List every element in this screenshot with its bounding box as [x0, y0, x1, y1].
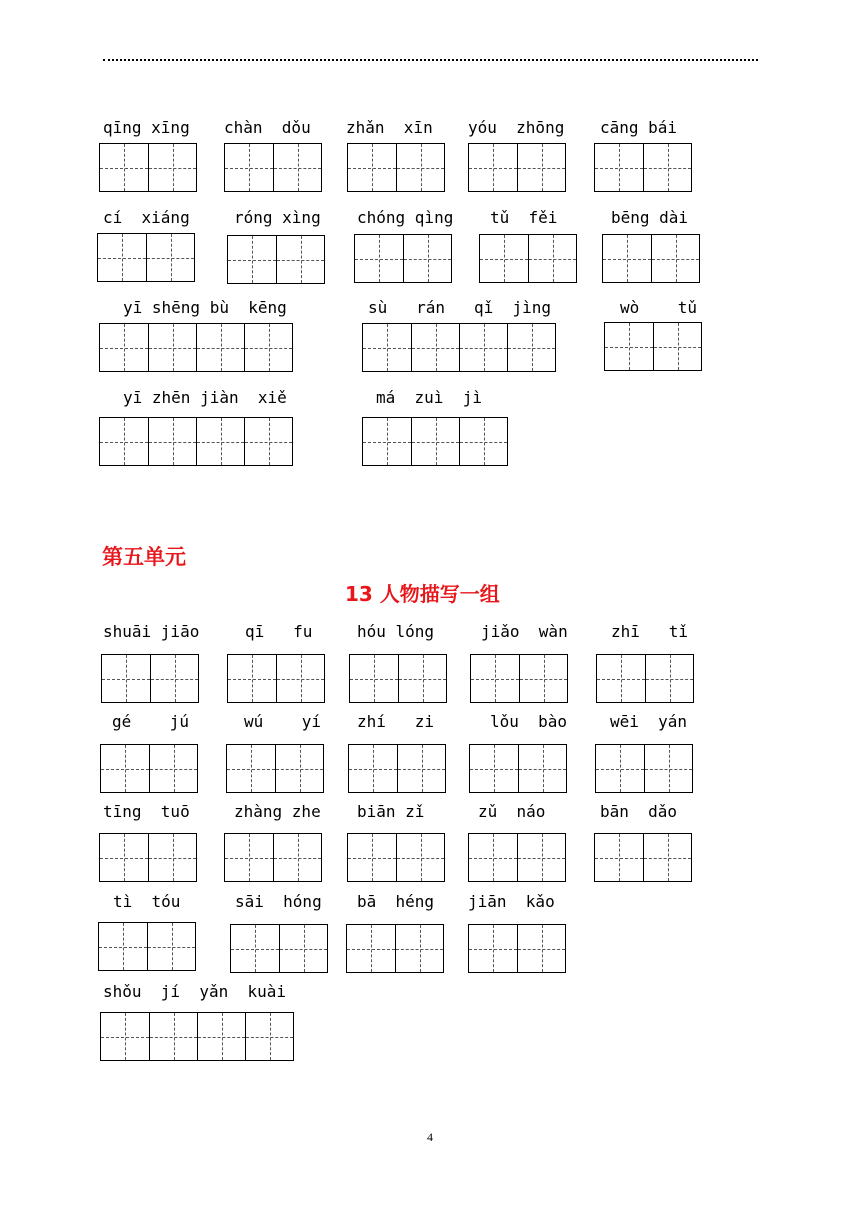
tianzige-cell[interactable] — [596, 745, 644, 792]
writing-box-group — [479, 234, 577, 283]
tianzige-cell[interactable] — [231, 925, 279, 972]
tianzige-cell[interactable] — [276, 236, 324, 283]
pinyin-label: qī fu — [245, 622, 313, 641]
tianzige-cell[interactable] — [398, 655, 446, 702]
tianzige-cell[interactable] — [100, 418, 148, 465]
writing-box-group — [97, 233, 195, 282]
writing-box-group — [348, 744, 446, 793]
pinyin-label: bā héng — [357, 892, 435, 911]
tianzige-cell[interactable] — [459, 324, 507, 371]
tianzige-cell[interactable] — [100, 324, 148, 371]
tianzige-cell[interactable] — [411, 324, 459, 371]
tianzige-cell[interactable] — [397, 745, 445, 792]
writing-box-group — [354, 234, 452, 283]
pinyin-label: sāi hóng — [235, 892, 322, 911]
tianzige-cell[interactable] — [645, 655, 693, 702]
pinyin-label: jiǎo wàn — [481, 622, 568, 641]
tianzige-cell[interactable] — [517, 834, 565, 881]
writing-box-group — [604, 322, 702, 371]
tianzige-cell[interactable] — [363, 418, 411, 465]
tianzige-cell[interactable] — [517, 144, 565, 191]
writing-box-group — [99, 833, 197, 882]
tianzige-cell[interactable] — [651, 235, 699, 282]
tianzige-cell[interactable] — [245, 1013, 293, 1060]
tianzige-cell[interactable] — [147, 923, 195, 970]
lesson-title: 13 人物描写一组 — [345, 582, 500, 606]
tianzige-cell[interactable] — [275, 745, 323, 792]
writing-box-group — [98, 922, 196, 971]
tianzige-cell[interactable] — [273, 834, 321, 881]
tianzige-cell[interactable] — [99, 923, 147, 970]
pinyin-label: tīng tuō — [103, 802, 190, 821]
pinyin-label: zhí zi — [357, 712, 435, 731]
tianzige-cell[interactable] — [273, 144, 321, 191]
tianzige-cell[interactable] — [396, 834, 444, 881]
pinyin-label: yī shēng bù kēng — [123, 298, 287, 317]
writing-box-group — [227, 654, 325, 703]
pinyin-label: tǔ fěi — [490, 208, 558, 227]
tianzige-cell[interactable] — [480, 235, 528, 282]
tianzige-cell[interactable] — [228, 236, 276, 283]
tianzige-cell[interactable] — [197, 1013, 245, 1060]
writing-box-group — [226, 744, 324, 793]
writing-box-group — [347, 143, 445, 192]
tianzige-cell[interactable] — [469, 925, 517, 972]
writing-box-group — [100, 744, 198, 793]
tianzige-cell[interactable] — [244, 324, 292, 371]
pinyin-label: wēi yán — [610, 712, 688, 731]
tianzige-cell[interactable] — [148, 324, 196, 371]
pinyin-label: tì tóu — [113, 892, 181, 911]
writing-box-group — [594, 833, 692, 882]
tianzige-cell[interactable] — [150, 655, 198, 702]
tianzige-cell[interactable] — [196, 418, 244, 465]
tianzige-cell[interactable] — [100, 144, 148, 191]
pinyin-label: wò tǔ — [620, 298, 698, 317]
tianzige-cell[interactable] — [348, 144, 396, 191]
pinyin-label: má zuì jì — [376, 388, 482, 407]
writing-box-group — [596, 654, 694, 703]
tianzige-cell[interactable] — [507, 324, 555, 371]
tianzige-cell[interactable] — [102, 655, 150, 702]
tianzige-cell[interactable] — [469, 834, 517, 881]
writing-box-group — [99, 417, 293, 466]
tianzige-cell[interactable] — [148, 144, 196, 191]
tianzige-cell[interactable] — [597, 655, 645, 702]
tianzige-cell[interactable] — [149, 745, 197, 792]
pinyin-label: róng xìng — [234, 208, 321, 227]
pinyin-label: chóng qìng — [357, 208, 454, 227]
tianzige-cell[interactable] — [411, 418, 459, 465]
tianzige-cell[interactable] — [519, 655, 567, 702]
tianzige-cell[interactable] — [603, 235, 651, 282]
tianzige-cell[interactable] — [279, 925, 327, 972]
tianzige-cell[interactable] — [517, 925, 565, 972]
tianzige-cell[interactable] — [349, 745, 397, 792]
writing-box-group — [468, 143, 566, 192]
tianzige-cell[interactable] — [244, 418, 292, 465]
writing-box-group — [100, 1012, 294, 1061]
tianzige-cell[interactable] — [605, 323, 653, 370]
tianzige-cell[interactable] — [395, 925, 443, 972]
pinyin-label: zhǎn xīn — [346, 118, 433, 137]
writing-box-group — [470, 654, 568, 703]
writing-box-group — [349, 654, 447, 703]
pinyin-label: zǔ náo — [478, 802, 546, 821]
pinyin-label: hóu lóng — [357, 622, 435, 641]
pinyin-label: sù rán qǐ jìng — [368, 298, 552, 317]
pinyin-label: yóu zhōng — [468, 118, 565, 137]
pinyin-label: chàn dǒu — [224, 118, 311, 137]
pinyin-label: cāng bái — [600, 118, 678, 137]
writing-box-group — [602, 234, 700, 283]
tianzige-cell[interactable] — [196, 324, 244, 371]
tianzige-cell[interactable] — [148, 834, 196, 881]
tianzige-cell[interactable] — [363, 324, 411, 371]
pinyin-label: jiān kǎo — [468, 892, 555, 911]
tianzige-cell[interactable] — [595, 834, 643, 881]
tianzige-cell[interactable] — [518, 745, 566, 792]
tianzige-cell[interactable] — [403, 235, 451, 282]
pinyin-label: biān zǐ — [357, 802, 425, 821]
tianzige-cell[interactable] — [459, 418, 507, 465]
writing-box-group — [227, 235, 325, 284]
writing-box-group — [224, 833, 322, 882]
writing-box-group — [594, 143, 692, 192]
tianzige-cell[interactable] — [227, 745, 275, 792]
tianzige-cell[interactable] — [225, 144, 273, 191]
page-number: 4 — [427, 1130, 433, 1144]
pinyin-label: wú yí — [244, 712, 322, 731]
tianzige-cell[interactable] — [228, 655, 276, 702]
tianzige-cell[interactable] — [98, 234, 146, 281]
writing-box-group — [469, 744, 567, 793]
unit-title: 第五单元 — [102, 545, 186, 569]
writing-box-group — [224, 143, 322, 192]
pinyin-label: zhàng zhe — [234, 802, 321, 821]
writing-box-group — [347, 833, 445, 882]
tianzige-cell[interactable] — [146, 234, 194, 281]
pinyin-label: yī zhēn jiàn xiě — [123, 388, 287, 407]
pinyin-label: bēng dài — [611, 208, 689, 227]
tianzige-cell[interactable] — [471, 655, 519, 702]
pinyin-label: lǒu bào — [490, 712, 568, 731]
tianzige-cell[interactable] — [276, 655, 324, 702]
pinyin-label: zhī tǐ — [611, 622, 689, 641]
writing-box-group — [346, 924, 444, 973]
pinyin-label: shuāi jiāo — [103, 622, 200, 641]
tianzige-cell[interactable] — [350, 655, 398, 702]
pinyin-label: shǒu jí yǎn kuài — [103, 982, 287, 1001]
writing-box-group — [362, 417, 508, 466]
writing-box-group — [362, 323, 556, 372]
tianzige-cell[interactable] — [149, 1013, 197, 1060]
tianzige-cell[interactable] — [225, 834, 273, 881]
writing-box-group — [99, 143, 197, 192]
tianzige-cell[interactable] — [347, 925, 395, 972]
writing-box-group — [230, 924, 328, 973]
header-dotted-rule — [103, 59, 758, 61]
tianzige-cell[interactable] — [101, 1013, 149, 1060]
tianzige-cell[interactable] — [100, 834, 148, 881]
tianzige-cell[interactable] — [643, 144, 691, 191]
pinyin-label: cí xiáng — [103, 208, 190, 227]
tianzige-cell[interactable] — [148, 418, 196, 465]
writing-box-group — [101, 654, 199, 703]
tianzige-cell[interactable] — [101, 745, 149, 792]
tianzige-cell[interactable] — [653, 323, 701, 370]
tianzige-cell[interactable] — [348, 834, 396, 881]
tianzige-cell[interactable] — [355, 235, 403, 282]
tianzige-cell[interactable] — [643, 834, 691, 881]
writing-box-group — [468, 833, 566, 882]
tianzige-cell[interactable] — [396, 144, 444, 191]
tianzige-cell[interactable] — [644, 745, 692, 792]
tianzige-cell[interactable] — [469, 144, 517, 191]
tianzige-cell[interactable] — [595, 144, 643, 191]
writing-box-group — [468, 924, 566, 973]
pinyin-label: gé jú — [112, 712, 190, 731]
tianzige-cell[interactable] — [470, 745, 518, 792]
tianzige-cell[interactable] — [528, 235, 576, 282]
pinyin-label: qīng xīng — [103, 118, 190, 137]
pinyin-label: bān dǎo — [600, 802, 678, 821]
writing-box-group — [99, 323, 293, 372]
writing-box-group — [595, 744, 693, 793]
